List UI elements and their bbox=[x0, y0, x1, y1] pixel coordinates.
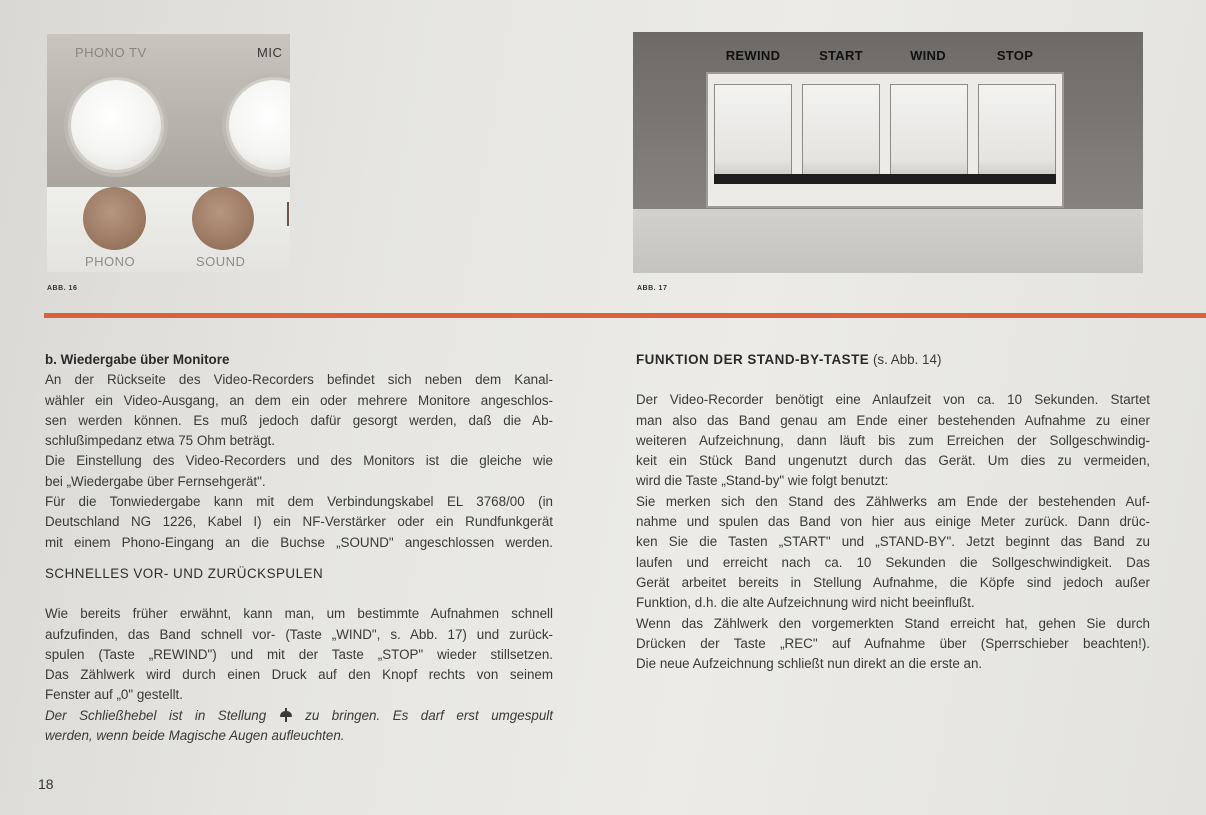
text-line: bei „Wiedergabe über Fernsehgerät". bbox=[45, 473, 266, 489]
label-stop: STOP bbox=[996, 48, 1034, 63]
text-line: laufen und erreicht nach ca. 10 Sekunden die Sollgeschwindigkeit. Das bbox=[636, 554, 1150, 570]
spacer bbox=[636, 370, 1150, 390]
section-divider bbox=[44, 313, 1206, 318]
text-line: keit ein Stück Band ungenutzt durch das Gerät. Um dies zu vermeiden, bbox=[636, 453, 1150, 469]
italic-text: zu bringen. Es darf erst umgespult bbox=[305, 707, 553, 723]
figure-16-caption: ABB. 16 bbox=[47, 285, 78, 292]
key-slot bbox=[714, 174, 1056, 184]
text-line: mit einem Phono-Eingang an die Buchse „SOUND" angeschlossen werden. bbox=[45, 534, 553, 550]
rewind-key bbox=[714, 84, 792, 176]
italic-line: werden, wenn beide Magische Augen aufleuchten. bbox=[45, 728, 345, 744]
right-heading bbox=[636, 350, 1150, 370]
figure-17-caption: ABB. 17 bbox=[637, 285, 668, 292]
text-line: Die Einstellung des Video-Recorders und des Monitors ist die gleiche wie bbox=[45, 453, 553, 469]
text-line: ken Sie die Tasten „START" und „STAND-BY". Jetzt beginnt das Band zu bbox=[636, 534, 1150, 550]
text-line: man also das Band genau am Ende einer bestehenden Aufnahme zu einer bbox=[636, 412, 1150, 428]
key-panel bbox=[706, 72, 1064, 208]
text-line: Der Video-Recorder benötigt eine Anlaufzeit von ca. 10 Sekunden. Startet bbox=[636, 392, 1150, 408]
stop-key bbox=[978, 84, 1056, 176]
text-line: Deutschland NG 1226, Kabel I) ein NF-Verstärker oder ein Rundfunkgerät bbox=[45, 514, 553, 530]
text-line: sen werden können. Es muß jedoch dafür gesorgt werden, daß die Ab- bbox=[45, 412, 553, 428]
text-line: Das Zählwerk wird durch einen Druck auf den Knopf rechts von seinem bbox=[45, 667, 553, 683]
text-line: wähler ein Video-Ausgang, an dem ein oder mehrere Monitore angeschlos- bbox=[45, 392, 553, 408]
jack-edge bbox=[287, 202, 289, 226]
panel-lower bbox=[47, 187, 290, 272]
text-line: Die neue Aufzeichnung schließt nun direkt an die erste an. bbox=[636, 656, 983, 672]
panel-floor bbox=[633, 209, 1143, 273]
text-line: weiteren Aufzeichnung, dann läuft bis zum Erreichen der Sollgeschwindig- bbox=[636, 432, 1150, 448]
section-b-title: b. Wiedergabe über Monitore bbox=[45, 352, 230, 367]
wind-key bbox=[890, 84, 968, 176]
label-wind: WIND bbox=[910, 48, 946, 63]
sound-jack bbox=[192, 187, 254, 250]
figure-17-photo bbox=[633, 32, 1143, 273]
text-line: Gerät arbeitet bereits in Stellung Aufnahme, die Köpfe sind jedoch außer bbox=[636, 574, 1150, 590]
spacer bbox=[45, 584, 553, 604]
start-key bbox=[802, 84, 880, 176]
text-line: Sie merken sich den Stand des Zählwerks am Ende der bestehenden Auf- bbox=[636, 493, 1150, 509]
italic-line bbox=[45, 706, 553, 726]
label-phono: PHONO bbox=[85, 254, 136, 269]
text-line: Für die Tonwiedergabe kann mit dem Verbindungskabel EL 3768/00 (in bbox=[45, 494, 553, 510]
standby-title: FUNKTION DER STAND-BY-TASTE bbox=[636, 352, 870, 367]
label-start: START bbox=[819, 48, 863, 63]
figure-16-photo bbox=[47, 34, 290, 272]
page-number: 18 bbox=[38, 776, 54, 792]
label-phono-tv: PHONO TV bbox=[75, 45, 147, 60]
italic-text: Der Schließhebel ist in Stellung bbox=[45, 707, 267, 723]
label-mic: MIC bbox=[257, 45, 283, 60]
section-2-title: SCHNELLES VOR- UND ZURÜCKSPULEN bbox=[45, 565, 324, 581]
right-column bbox=[636, 350, 1150, 674]
text-line: An der Rückseite des Video-Recorders befindet sich neben dem Kanal- bbox=[45, 372, 553, 388]
standby-title-ref: (s. Abb. 14) bbox=[872, 352, 942, 367]
text-line: spulen (Taste „REWIND") und mit der Taste „STOP" wieder stillsetzen. bbox=[45, 646, 553, 662]
lock-symbol-icon bbox=[279, 708, 293, 722]
text-line: Drücken der Taste „REC" auf Aufnahme über (Sperrschieber beachten!). bbox=[636, 635, 1150, 651]
text-line: nahme und spulen das Band von hier aus einige Meter zurück. Dann drüc- bbox=[636, 514, 1150, 530]
label-sound: SOUND bbox=[196, 254, 246, 269]
phono-tv-knob bbox=[71, 80, 161, 170]
text-line: Funktion, d.h. die alte Aufzeichnung wird nicht beeinflußt. bbox=[636, 595, 975, 611]
label-rewind: REWIND bbox=[725, 48, 781, 63]
text-line: Wie bereits früher erwähnt, kann man, um bestimmte Aufnahmen schnell bbox=[45, 606, 553, 622]
phono-jack bbox=[83, 187, 146, 250]
text-line: wird die Taste „Stand-by" wie folgt benutzt: bbox=[636, 473, 889, 489]
text-line: aufzufinden, das Band schnell vor- (Taste „WIND", s. Abb. 17) und zurück- bbox=[45, 626, 553, 642]
text-line: Wenn das Zählwerk den vorgemerkten Stand erreicht hat, gehen Sie durch bbox=[636, 615, 1150, 631]
text-line: schlußimpedanz etwa 75 Ohm beträgt. bbox=[45, 433, 275, 449]
left-column bbox=[45, 350, 553, 746]
text-line: Fenster auf „0" gestellt. bbox=[45, 687, 183, 703]
